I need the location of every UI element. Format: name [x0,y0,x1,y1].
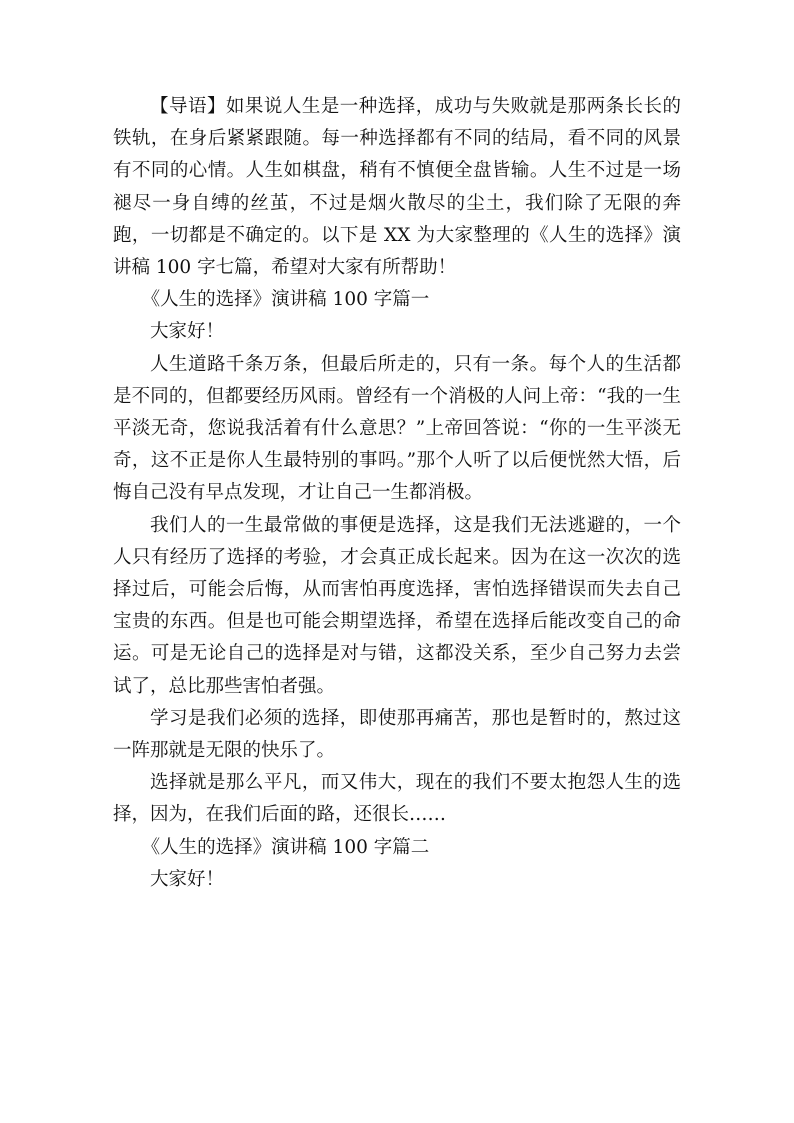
section-heading-2: 《人生的选择》演讲稿 100 字篇二 [141,836,430,858]
body-paragraph: 学习是我们必须的选择，即使那再痛苦，那也是暂时的，熬过这一阵那就是无限的快乐了。 [113,707,681,762]
document-page [113,91,681,896]
greeting-2: 大家好！ [150,868,225,890]
intro-paragraph: 【导语】如果说人生是一种选择，成功与失败就是那两条长长的铁轨，在身后紧紧跟随。每一种选择都有不同的结局，看不同的风景有不同的心情。人生如棋盘，稍有不慎便全盘皆输。人生不过是一场褪尽一身自缚的丝茧，不过是烟火散尽的尘土，我们除了无限的奔跑，一切都是不确定的。以下是 XX 为大家整理的《人生的选择》演讲稿 100 字七篇，希望对大家有所帮助！ [113,96,681,279]
body-paragraph: 我们人的一生最常做的事便是选择，这是我们无法逃避的，一个人只有经历了选择的考验，才会真正成长起来。因为在这一次次的选择过后，可能会后悔，从而害怕再度选择，害怕选择错误而失去自己宝贵的东西。但是也可能会期望选择，希望在选择后能改变自己的命运。可是无论自己的选择是对与错，这都没关系，至少自己努力去尝试了，总比那些害怕者强。 [113,514,681,697]
body-paragraph: 选择就是那么平凡，而又伟大，现在的我们不要太抱怨人生的选择，因为，在我们后面的路，还很长…… [113,772,681,826]
section-heading-1: 《人生的选择》演讲稿 100 字篇一 [141,289,430,311]
body-paragraph: 人生道路千条万条，但最后所走的，只有一条。每个人的生活都是不同的，但都要经历风雨。曾经有一个消极的人问上帝：“我的一生平淡无奇，您说我活着有什么意思？”上帝回答说：“你的一生平淡无奇，这不正是你人生最特别的事吗。”那个人听了以后便恍然大悟，后悔自己没有早点发现，才让自己一生都消极。 [113,353,681,504]
greeting-1: 大家好！ [150,321,225,343]
